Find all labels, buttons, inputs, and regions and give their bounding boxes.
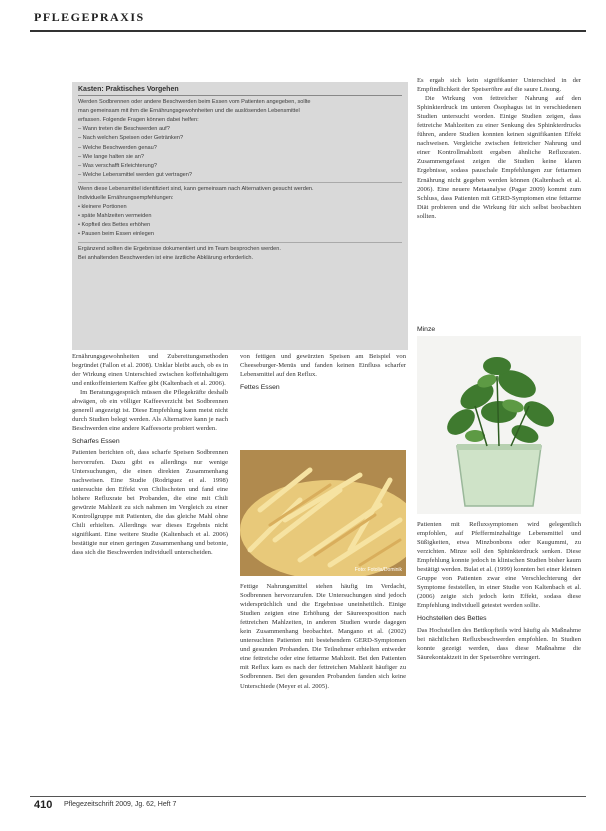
box-line: • kleinere Portionen bbox=[78, 204, 127, 211]
box-line: – Wie lange halten sie an? bbox=[78, 153, 144, 160]
box-line: – Nach welchen Speisen oder Getränken? bbox=[78, 135, 184, 142]
column-1 bbox=[72, 352, 228, 557]
box-line: – Welche Beschwerden genau? bbox=[78, 144, 157, 151]
paragraph: Patienten mit Refluxsymptomen wird gelegentlich empfohlen, auf Pfefferminzhaltige Lebensmittel und Süßigkeiten, etwa Minzbonbons oder Kaugummi, zu verzichten. Minze soll den Sphinkterdruck senken. Diese Empfehlung konnte jedoch in klinischen Studien bisher kaum bestätigt werden. Bulat et al. (1999) konnten bei einer kleinen Gruppe von Patienten zwar eine Verschlechterung der Symptome feststellen, in einer Studie von Kaltenbach et al. (2006) zeigte sich jedoch kein Effekt, sodass diese Empfehlung individuell getestet werden sollte. bbox=[417, 521, 581, 610]
paragraph: Das Hochstellen des Bettkopfteils wird häufig als Maßnahme bei nächtlichen Refluxbeschwerden empfohlen. In Studien konnte gezeigt werden, dass diese Maßnahme die Säurekontaktzeit in der Speiseröhre verringert. bbox=[417, 626, 581, 661]
paragraph: Im Beratungsgespräch müssen die Pflegekräfte deshalb abwägen, ob ein völliger Kaffeeverzicht bei Sodbrennen generell angezeigt ist. Diese Empfehlung kann meist nicht durch Studien belegt werden. Als Alternative kann je nach Beschwerden eine andere Kaffeesorte probiert werden. bbox=[72, 389, 228, 433]
paragraph: Es ergab sich kein signifikanter Unterschied in der Empfindlichkeit der Speiseröhre auf die saure Lösung. bbox=[417, 77, 581, 94]
box-line: – Welche Lebensmittel werden gut vertragen? bbox=[78, 171, 193, 178]
box-line: – Was verschafft Erleichterung? bbox=[78, 162, 157, 169]
fries-illustration bbox=[240, 450, 406, 576]
box-divider bbox=[78, 182, 402, 183]
box-line: Bei anhaltenden Beschwerden ist eine ärztliche Abklärung erforderlich. bbox=[78, 254, 254, 261]
subheading-scharfes-essen: Scharfes Essen bbox=[72, 438, 120, 446]
info-box-title: Kasten: Praktisches Vorgehen bbox=[78, 86, 402, 96]
header-rule bbox=[30, 30, 586, 32]
photo-credit: Foto: Fotolia/Dominik bbox=[354, 567, 402, 573]
footer-rule bbox=[30, 796, 586, 797]
fries-photo bbox=[240, 450, 406, 576]
box-line: Ergänzend sollten die Ergebnisse dokumentiert und im Team besprochen werden. bbox=[78, 245, 281, 252]
box-line: Werden Sodbrennen oder andere Beschwerden beim Essen vom Patienten angegeben, sollte bbox=[78, 99, 311, 106]
column-2-top bbox=[240, 352, 406, 394]
box-divider bbox=[78, 242, 402, 243]
box-line: Individuelle Ernährungsempfehlungen: bbox=[78, 195, 174, 202]
box-line: • späte Mahlzeiten vermeiden bbox=[78, 213, 152, 220]
column-2-bottom bbox=[240, 582, 406, 691]
box-line: erfassen. Folgende Fragen können dabei helfen: bbox=[78, 117, 199, 124]
paragraph: Patienten berichten oft, dass scharfe Speisen Sodbrennen hervorrufen. Dazu gibt es allerdings nur wenige Untersuchungen, die einen direkten Zusammenhang nachweisen. Eine Studie (Rodriguez et al. 1998) untersuchte den Effekt von Chilischoten und fand eine höhere Refluxrate bei Probanden, die eine mit Chili gewürzte Mahlzeit zu sich nahmen im Vergleich zu einer Kontrollgruppe mit Patienten, die das gleiche Mahl ohne Chili erhielten. Allerdings war dieses Ergebnis nicht signifikant. Eine weitere Studie (Kaltenbach et al. 2006) bestätigte nur einen geringen Zusammenhang und betonte, dass sich die Beschwerden individuell unterscheiden. bbox=[72, 449, 228, 556]
box-line: • Kopfteil des Bettes erhöhen bbox=[78, 222, 151, 229]
section-title: PFLEGEPRAXIS bbox=[34, 10, 145, 24]
paragraph: Die Wirkung von fettreicher Nahrung auf den Sphinkterdruck im unteren Ösophagus ist in verschiedenen Studien untersucht worden. Einige Studien zeigen, dass fettreiche Mahlzeiten zu einer Senkung des Sphinkterdrucks führen, andere Studien konnten keinen signifikanten Effekt nachweisen. Vergleiche zwischen fettreicher Nahrung und einer Kontrollmahlzeit ergaben ähnliche Refluxraten. Zusammengefasst zeigen die Studien keine klaren Ergebnisse, sodass pauschale Empfehlungen zur fettarmen Ernährung nicht gegeben werden können (Kaltenbach et al. 2006). Eine neuere Metaanalyse (Pagar 2009) kommt zum Schluss, dass Patienten mit GERD-Symptomen eine fettarme Diät probieren und die Wirkung für sich selbst beobachten sollten. bbox=[417, 95, 581, 220]
column-3-bottom bbox=[417, 520, 581, 662]
subheading-minze: Minze bbox=[417, 326, 436, 333]
box-line: man gemeinsam mit ihm die Ernährungsgewohnheiten und die auslösenden Lebensmittel bbox=[78, 108, 300, 115]
subheading-hochstellen: Hochstellen des Bettes bbox=[417, 615, 487, 623]
info-box bbox=[72, 82, 408, 350]
paragraph: Ernährungsgewohnheiten und Zubereitungsmethoden begründet (Fallon et al. 2008). Unklar bleibt auch, ob es in der Wirkung einen Unterschied zwischen koffeinhaltigem und entkoffeiniertem Kaffee gibt (Kaltenbach et al. 2006). bbox=[72, 353, 228, 388]
paragraph: Fettige Nahrungsmittel stehen häufig im Verdacht, Sodbrennen hervorzurufen. Die Untersuchungen sind jedoch widersprüchlich und die Ergebnisse uneinheitlich. Einige Studien zeigten eine Erhöhung der Säureexposition nach fettreichen Mahlzeiten, in anderen Studien wurde dagegen kein Zusammenhang beobachtet. Mangano et al. (2002) untersuchten Patienten mit bestehendem GERD-Symptomen und gesunden Probanden. Die Teilnehmer erhielten entweder eine fettreiche oder eine fettarme Mahlzeit. Bei den Patienten mit Reflux kam es nach der fettreichen Mahlzeit häufiger zu Sodbrennen. Bei den gesunden Probanden fanden sich keine Unterschiede (Meyer et al. 2005). bbox=[240, 583, 406, 690]
mint-photo bbox=[417, 336, 581, 514]
box-line: • Pausen beim Essen einlegen bbox=[78, 231, 154, 238]
column-3-top bbox=[417, 76, 581, 221]
box-line: – Wann treten die Beschwerden auf? bbox=[78, 126, 170, 133]
paragraph: von fettigen und gewürzten Speisen am Beispiel von Cheeseburger-Menüs und fanden keinen Einfluss scharfer Lebensmittel auf den Reflux. bbox=[240, 353, 406, 379]
journal-citation: Pflegezeitschrift 2009, Jg. 62, Heft 7 bbox=[64, 801, 177, 808]
mint-illustration bbox=[417, 336, 581, 514]
subheading-fettes-essen: Fettes Essen bbox=[240, 384, 280, 392]
page-number: 410 bbox=[34, 799, 53, 811]
box-line: Wenn diese Lebensmittel identifiziert sind, kann gemeinsam nach Alternativen gesucht werden. bbox=[78, 185, 314, 192]
